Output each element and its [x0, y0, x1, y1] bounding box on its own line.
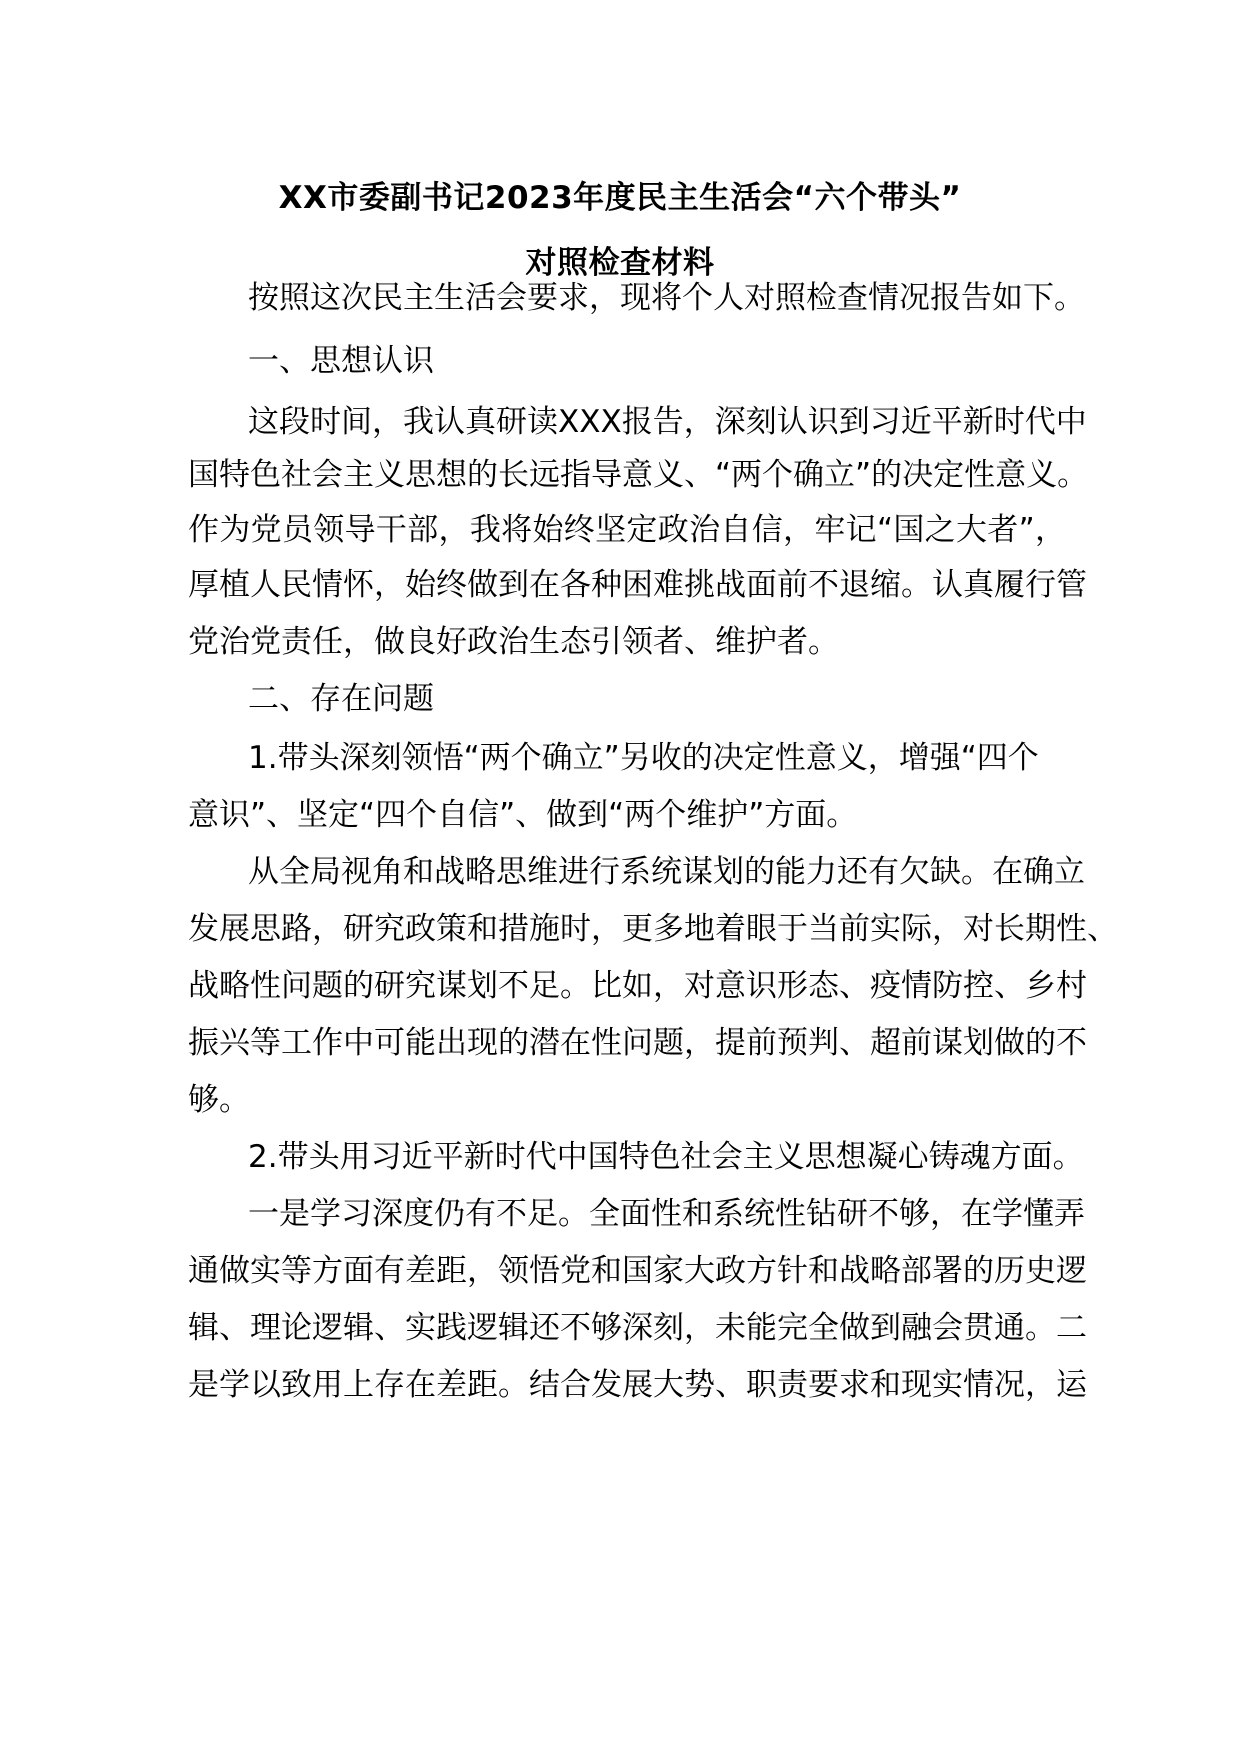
- paragraph-line: 辑、理论逻辑、实践逻辑还不够深刻，未能完全做到融会贯通。二: [188, 1310, 1087, 1346]
- paragraph-line: 从全局视角和战略思维进行系统谋划的能力还有欠缺。在确立: [248, 854, 1085, 890]
- paragraph-line: 这段时间，我认真研读XXX报告，深刻认识到习近平新时代中: [248, 404, 1087, 440]
- paragraph-line: 一是学习深度仍有不足。全面性和系统性钻研不够，在学懂弄: [248, 1196, 1085, 1232]
- intro-paragraph: 按照这次民主生活会要求，现将个人对照检查情况报告如下。: [248, 280, 1085, 316]
- sub-heading-line: 2.带头用习近平新时代中国特色社会主义思想凝心铸魂方面。: [248, 1139, 1084, 1175]
- paragraph-line: 国特色社会主义思想的长远指导意义、“两个确立”的决定性意义。: [188, 457, 1089, 493]
- sub-heading-line: 意识”、坚定“四个自信”、做到“两个维护”方面。: [188, 797, 858, 833]
- document-title-line-2: 对照检查材料: [525, 245, 715, 281]
- section-heading-thought: 一、思想认识: [248, 343, 434, 379]
- paragraph-line: 党治党责任，做良好政治生态引领者、维护者。: [188, 624, 839, 660]
- paragraph-line: 战略性问题的研究谋划不足。比如，对意识形态、疫情防控、乡村: [188, 968, 1087, 1004]
- paragraph-line: 厚植人民情怀，始终做到在各种困难挑战面前不退缩。认真履行管: [188, 567, 1087, 603]
- paragraph-line: 通做实等方面有差距，领悟党和国家大政方针和战略部署的历史逻: [188, 1253, 1087, 1289]
- sub-heading-line: 1.带头深刻领悟“两个确立”另收的决定性意义，增强“四个: [248, 740, 1039, 776]
- section-heading-problems: 二、存在问题: [248, 681, 434, 717]
- document-title-line-1: XX市委副书记2023年度民主生活会“六个带头”: [278, 180, 962, 216]
- paragraph-line: 振兴等工作中可能出现的潜在性问题，提前预判、超前谋划做的不: [188, 1025, 1087, 1061]
- paragraph-line: 发展思路，研究政策和措施时，更多地着眼于当前实际，对长期性、: [188, 911, 1118, 947]
- paragraph-line: 是学以致用上存在差距。结合发展大势、职责要求和现实情况，运: [188, 1367, 1087, 1403]
- paragraph-line: 作为党员领导干部，我将始终坚定政治自信，牢记“国之大者”，: [188, 512, 1066, 548]
- paragraph-line: 够。: [188, 1082, 250, 1118]
